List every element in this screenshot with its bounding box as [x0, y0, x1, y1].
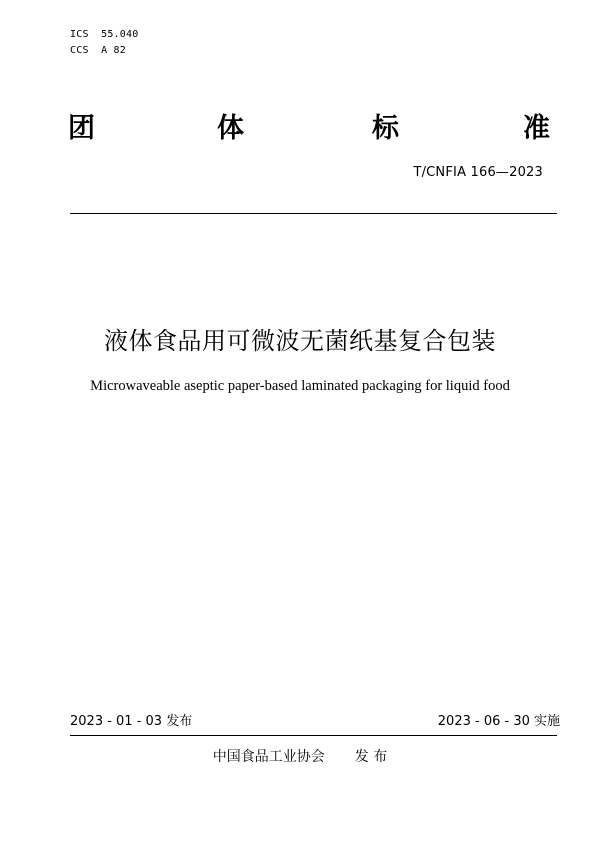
standard-type-char-1: 团	[68, 113, 95, 144]
standard-type-char-3: 标	[372, 113, 399, 144]
issuer-name: 中国食品工业协会	[212, 749, 325, 765]
ics-code: ICS 55.040	[70, 29, 139, 40]
footer-divider	[70, 735, 557, 736]
standard-number: T/CNFIA 166—2023	[413, 165, 543, 180]
standard-type-char-4: 准	[523, 113, 550, 144]
standard-type-char-2: 体	[217, 113, 244, 144]
title-english: Microwaveable aseptic paper-based laminated packaging for liquid food	[90, 378, 510, 394]
issuer-line	[0, 747, 600, 767]
publish-date: 2023 - 01 - 03 发布	[70, 714, 193, 729]
ccs-code: CCS A 82	[70, 45, 126, 56]
header-divider	[70, 213, 557, 214]
implement-date: 2023 - 06 - 30 实施	[437, 714, 560, 729]
issuer-action: 发 布	[354, 749, 388, 765]
classification-block	[70, 27, 138, 59]
title-chinese: 液体食品用可微波无菌纸基复合包装	[104, 327, 496, 355]
